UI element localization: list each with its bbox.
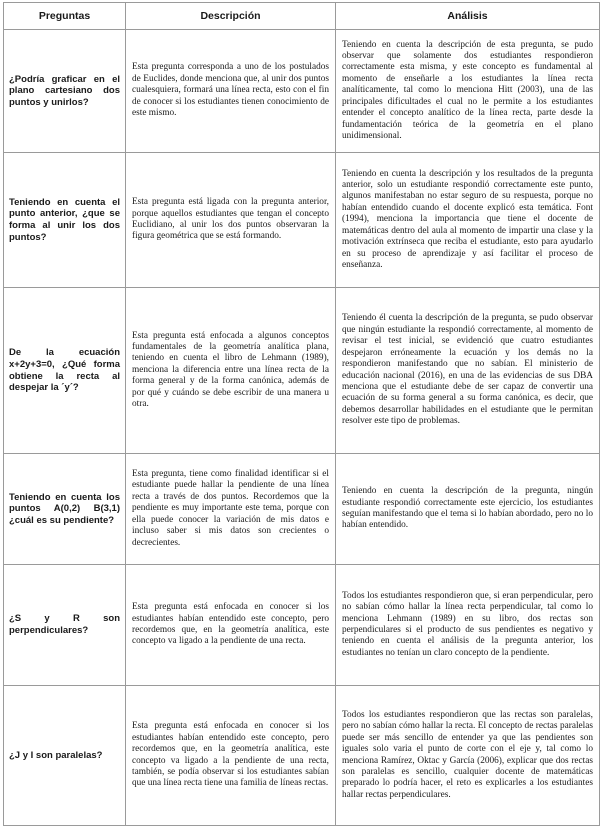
analysis-cell: Teniendo en cuenta la descripción de la pregunta, ningún estudiante respondió correctamente este ejercicio, los estudiantes seguían manifestando que el tema si lo habían abordado, pero no lo habían entendido. bbox=[336, 454, 600, 565]
table-row bbox=[4, 153, 600, 288]
header-row bbox=[4, 3, 600, 30]
question-cell: ¿J y I son paralelas? bbox=[4, 686, 126, 826]
description-cell: Esta pregunta está enfocada a algunos conceptos fundamentales de la geometría analítica plana, teniendo en cuenta el libro de Lehmann (1989), menciona la diferencia entre una línea recta de la forma general y de la forma canónica, además de por qué y cuándo se debe escribir de una manera u otra. bbox=[126, 288, 336, 454]
analysis-cell: Teniendo en cuenta la descripción y los resultados de la pregunta anterior, solo un estudiante respondió correctamente este punto, algunos manifestaban no estar seguro de su respuesta, porque no habían entendido cuando el docente explicó esta temática. Font (1994), menciona la importancia que tiene el docente de matemáticas dentro del aula al momento de impartir una clase y la motivación extrínseca que reciba el estudiante, esto para ayudarlo en su proceso de aprendizaje y así facilitar el proceso de enseñanza. bbox=[336, 153, 600, 288]
analysis-table bbox=[3, 2, 600, 826]
header-description: Descripción bbox=[126, 3, 336, 30]
header-analysis: Análisis bbox=[336, 3, 600, 30]
description-cell: Esta pregunta, tiene como finalidad identificar si el estudiante puede hallar la pendiente de una línea recta a través de dos puntos. Recordemos que la pendiente es muy importante este tema, porque con ella puede conocer la variación de mis datos e incluso saber si mis datos son crecientes o decrecientes. bbox=[126, 454, 336, 565]
header-questions: Preguntas bbox=[4, 3, 126, 30]
table-row bbox=[4, 565, 600, 686]
description-cell: Esta pregunta corresponda a uno de los postulados de Euclides, donde menciona que, al unir dos puntos cualesquiera, formará una línea recta, esto con el fin de conocer si los estudiantes tienen conocimiento de este mismo. bbox=[126, 30, 336, 153]
analysis-cell: Teniendo en cuenta la descripción de esta pregunta, se pudo observar que solamente dos estudiantes respondieron correctamente esta misma, y este concepto es fundamental al momento de enseñarle a los estudiantes la línea recta analíticamente, tal como lo menciona Hitt (2003), una de las principales dificultades el cual no le permite a los estudiantes entender el concepto analítico de la línea recta, parte desde la fundamentación teórica de la geometría en el plano unidimensional. bbox=[336, 30, 600, 153]
description-cell: Esta pregunta está enfocada en conocer si los estudiantes habían entendido este concepto, pero recordemos que, en la geometría analítica, este concepto va ligado a la pendiente de una recta, también, se podía observar si los estudiantes sabían que una línea recta tiene una familia de líneas rectas. bbox=[126, 686, 336, 826]
question-cell: ¿S y R son perpendiculares? bbox=[4, 565, 126, 686]
analysis-cell: Todos los estudiantes respondieron que las rectas son paralelas, pero no sabían cómo hallar la recta. El concepto de rectas paralelas puede ser más sencillo de entender ya que las pendientes son iguales solo varia el punto de corte con el eje y, tal como lo menciona Ramírez, Oktac y García (2006), explicar que dos rectas son paralelas es sencillo, cualquier docente de matemáticas preparado lo podría hacer, el reto es explicarles a los estudiantes hallar rectas perpendiculares. bbox=[336, 686, 600, 826]
question-cell: Teniendo en cuenta los puntos A(0,2) B(3,1) ¿cuál es su pendiente? bbox=[4, 454, 126, 565]
table-row bbox=[4, 686, 600, 826]
question-cell: Teniendo en cuenta el punto anterior, ¿que se forma al unir los dos puntos? bbox=[4, 153, 126, 288]
analysis-cell: Todos los estudiantes respondieron que, si eran perpendicular, pero no sabían cómo hallar la línea recta perpendicular, tal como lo menciona Lehmann (1989) en su libro, dos rectas son perpendiculares si el producto de sus pendientes es negativo y teniendo en cuenta el análisis de la pregunta anterior, los estudiantes no tenían un claro concepto de la pendiente. bbox=[336, 565, 600, 686]
table-row bbox=[4, 454, 600, 565]
table-row bbox=[4, 288, 600, 454]
question-cell: De la ecuación x+2y+3=0, ¿Qué forma obtiene la recta al despejar la ´y´? bbox=[4, 288, 126, 454]
analysis-cell: Teniendo él cuenta la descripción de la pregunta, se pudo observar que ningún estudiante la respondió correctamente, al momento de revisar el test inicial, se evidenció que cuatro estudiantes despejaron erróneamente la ecuación y los demás no la respondieron manifestando que no sabían. El ministerio de educación nacional (2016), en una de las evidencias de sus DBA menciona que el estudiante debe de ser capaz de convertir una ecuación de su forma general a su forma canónica, es decir, que debemos desarrollar habilidades en el estudiante que le permitan resolver este tipo de problemas. bbox=[336, 288, 600, 454]
description-cell: Esta pregunta está enfocada en conocer si los estudiantes habían entendido este concepto, pero recordemos que, en la geometría analítica, este concepto va ligado a la pendiente de una recta. bbox=[126, 565, 336, 686]
table-row bbox=[4, 30, 600, 153]
description-cell: Esta pregunta está ligada con la pregunta anterior, porque aquellos estudiantes que tengan el concepto Euclidiano, al unir los dos puntos observaran la figura geométrica que se está formando. bbox=[126, 153, 336, 288]
question-cell: ¿Podría graficar en el plano cartesiano dos puntos y unirlos? bbox=[4, 30, 126, 153]
